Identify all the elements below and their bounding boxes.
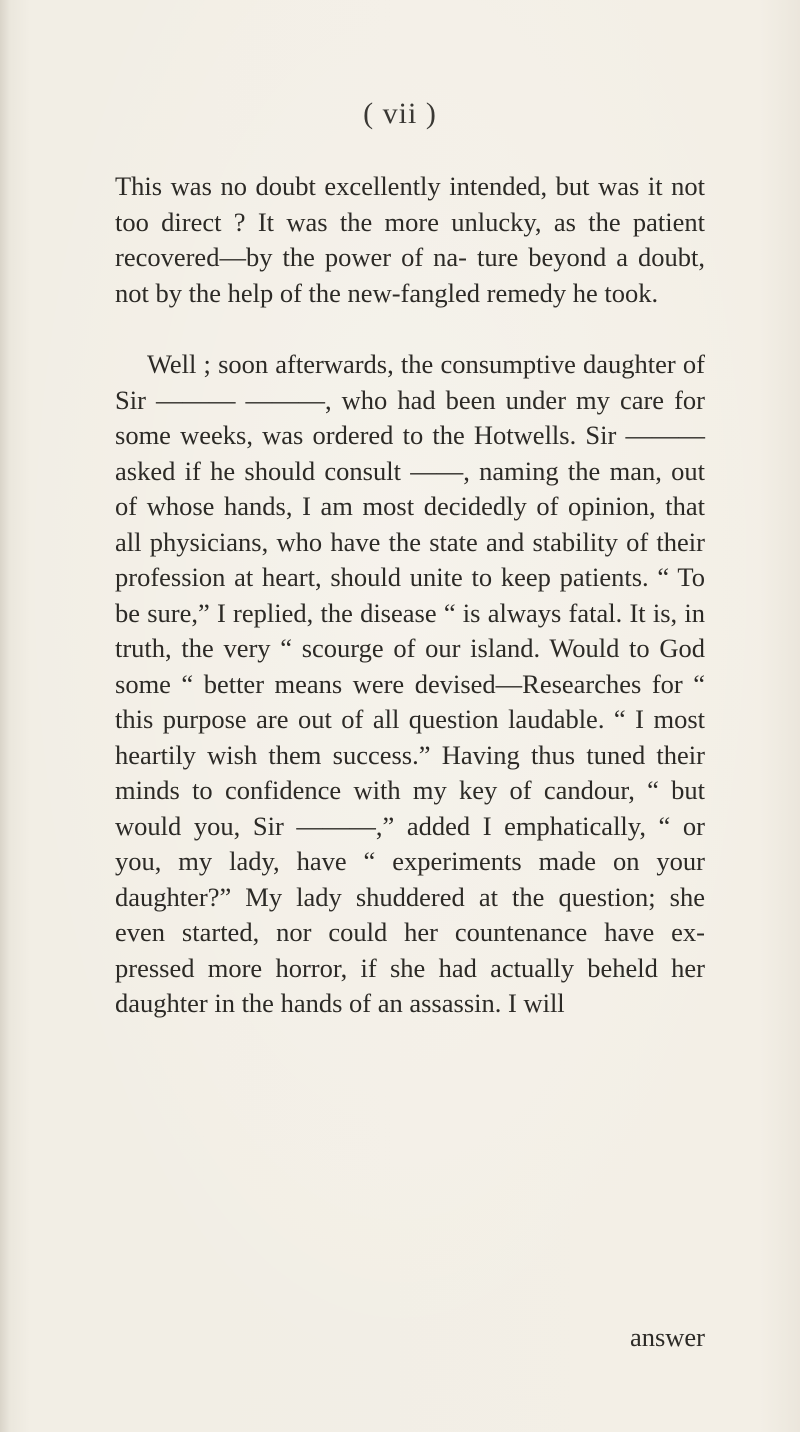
paragraph-2: Well ; soon afterwards, the consumptive daughter of Sir ——— ———, who had been under my care for some weeks, was ordered to the Hotwells. Sir ——— asked if he should consult ——, naming the man, out of whose hands, I am most decidedly of opinion, that all physicians, who have the state and stability of their profession at heart, should unite to keep patients. “ To be sure,” I replied, the disease “ is always fatal. It is, in truth, the very “ scourge of our island. Would to God some “ better means were devised—Researches for “ this purpose are out of all question laudable. “ I most heartily wish them success.” Having thus tuned their minds to confidence with my key of candour, “ but would you, Sir ———,” added I emphatically, “ or you, my lady, have “ experiments made on your daughter?” My lady shuddered at the question; she even started, nor could her countenance have ex- pressed more horror, if she had actually beheld her daughter in the hands of an assassin. I will — [115, 349, 705, 1018]
catchword: answer — [629, 1322, 705, 1352]
page-number: ( vii ) — [363, 97, 437, 130]
paragraph-1: This was no doubt excellently intended, but was it not too direct ? It was the more unlucky, as the patient recovered—by the power of na- ture beyond a doubt, not by the help of the new-fangled remedy he took. — [115, 171, 705, 308]
body-text — [115, 169, 705, 1022]
